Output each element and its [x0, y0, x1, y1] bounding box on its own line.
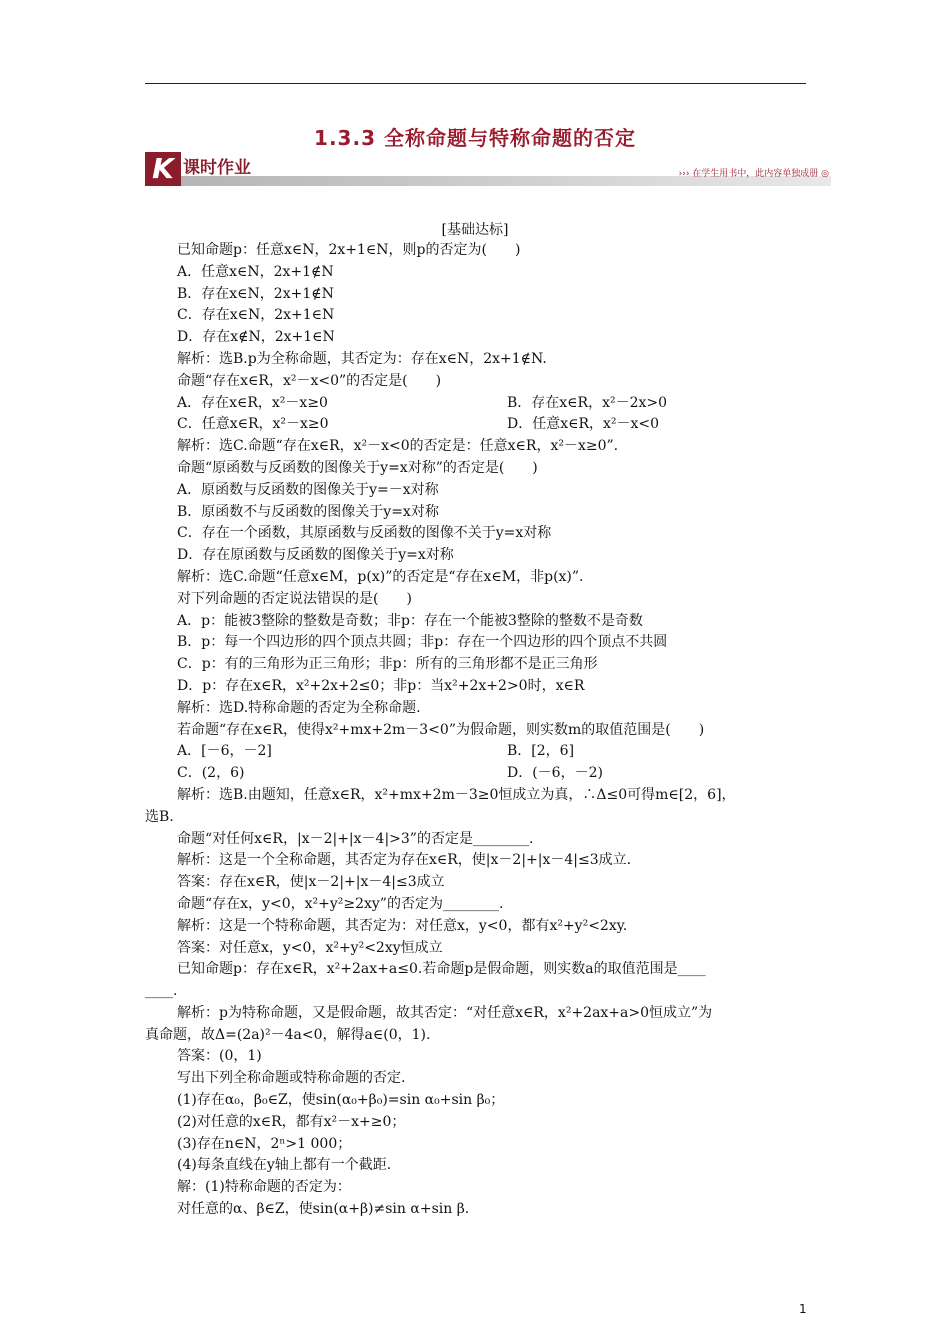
text-line: 命题“对任何x∈R，|x－2|+|x－4|>3”的否定是________. — [177, 830, 534, 847]
option: B．[2，6] — [507, 743, 575, 760]
text-line: 真命题，故Δ=(2a)²－4a<0，解得a∈(0，1). — [145, 1026, 431, 1043]
text-line: 命题“存在x∈R，x²－x<0”的否定是( ) — [177, 372, 442, 389]
text-line: 已知命题p：任意x∈N，2x+1∈N，则p的否定为( ) — [177, 242, 521, 258]
text-line: C．存在一个函数，其原函数与反函数的图像不关于y=x对称 — [177, 525, 552, 542]
text-line: 若命题“存在x∈R，使得x²+mx+2m－3<0”为假命题，则实数m的取值范围是( ) — [177, 721, 705, 738]
text-line: 解析：选B.由题知，任意x∈R，x²+mx+2m－3≥0恒成立为真，∴Δ≤0可得m∈[2，6]， — [177, 786, 736, 803]
text-line: 对下列命题的否定说法错误的是( ) — [177, 590, 412, 607]
option-row — [145, 393, 810, 415]
option-row — [145, 763, 810, 785]
text-line: A．任意x∈N，2x+1∉N — [177, 263, 334, 280]
option-row — [145, 414, 810, 436]
text-line: D．存在x∉N，2x+1∈N — [177, 329, 335, 346]
text-line: 解析：选D.特称命题的否定为全称命题. — [177, 699, 421, 716]
page-title: 1.3.3 全称命题与特称命题的否定 — [314, 126, 636, 150]
text-line: A．原函数与反函数的图像关于y=－x对称 — [177, 481, 439, 498]
text-line: (3)存在n∈N，2ⁿ>1 000； — [177, 1135, 352, 1152]
page-number: 1 — [799, 1302, 807, 1316]
text-line: 解析：这是一个特称命题，其否定为：对任意x，y<0，都有x²+y²<2xy. — [177, 917, 628, 934]
text-line: B．原函数不与反函数的图像关于y=x对称 — [177, 503, 439, 520]
text-line: ____. — [145, 983, 178, 1000]
text-line: (2)对任意的x∈R，都有x²－x+≥0； — [177, 1113, 406, 1130]
option: D．任意x∈R，x²－x<0 — [507, 416, 660, 433]
text-line: 解析：p为特称命题，又是假命题，故其否定：“对任意x∈R，x²+2ax+a>0恒成立”为 — [177, 1004, 713, 1021]
text-line: 命题“存在x，y<0，x²+y²≥2xy”的否定为________. — [177, 895, 504, 912]
option: C．(2，6) — [177, 765, 245, 782]
banner-note: ››› 在学生用书中，此内容单独成册 ◎ — [678, 169, 829, 179]
text-line: C．p：有的三角形为正三角形；非p：所有的三角形都不是正三角形 — [177, 656, 598, 673]
text-line: 答案：存在x∈R，使|x－2|+|x－4|≤3成立 — [177, 874, 445, 891]
text-line: 命题“原函数与反函数的图像关于y=x对称”的否定是( ) — [177, 459, 538, 476]
document-body — [145, 240, 810, 1221]
section-heading: [基础达标] — [441, 222, 509, 238]
homework-banner — [145, 152, 831, 186]
text-line: (4)每条直线在y轴上都有一个截距. — [177, 1157, 392, 1174]
text-line: 解析：选C.命题“存在x∈R，x²－x<0的否定是：任意x∈R，x²－x≥0”. — [177, 438, 619, 455]
text-line: 写出下列全称命题或特称命题的否定. — [177, 1070, 406, 1087]
text-line: 已知命题p：存在x∈R，x²+2ax+a≤0.若命题p是假命题，则实数a的取值范围是____ — [177, 961, 706, 978]
text-line: 解：(1)特称命题的否定为： — [177, 1179, 351, 1196]
option: A．存在x∈R，x²－x≥0 — [177, 394, 328, 411]
header-rule — [145, 83, 806, 84]
option-row — [145, 741, 810, 763]
text-line: 选B. — [145, 808, 174, 825]
text-line: 解析：选B.p为全称命题，其否定为：存在x∈N，2x+1∉N. — [177, 350, 547, 367]
text-line: 对任意的α、β∈Z，使sin(α+β)≠sin α+sin β. — [177, 1201, 470, 1218]
option: C．任意x∈R，x²－x≥0 — [177, 416, 329, 433]
text-line: D．存在原函数与反函数的图像关于y=x对称 — [177, 547, 454, 564]
option: B．存在x∈R，x²－2x>0 — [507, 394, 668, 411]
text-line: 答案：对任意x，y<0，x²+y²<2xy恒成立 — [177, 939, 443, 956]
banner-label: 课时作业 — [183, 158, 251, 178]
option: A．[－6，－2] — [177, 743, 272, 760]
text-line: (1)存在α₀，β₀∈Z，使sin(α₀+β₀)=sin α₀+sin β₀； — [177, 1092, 505, 1109]
text-line: 答案：(0，1) — [177, 1048, 262, 1065]
text-line: A．p：能被3整除的整数是奇数；非p：存在一个能被3整除的整数不是奇数 — [177, 612, 643, 629]
text-line: D．p：存在x∈R，x²+2x+2≤0；非p：当x²+2x+2>0时，x∈R — [177, 677, 585, 694]
text-line: C．存在x∈N，2x+1∈N — [177, 307, 335, 324]
banner-logo: K — [145, 152, 181, 186]
text-line: B．p：每一个四边形的四个顶点共圆；非p：存在一个四边形的四个顶点不共圆 — [177, 634, 668, 651]
text-line: 解析：选C.命题“任意x∈M，p(x)”的否定是“存在x∈M，非p(x)”. — [177, 568, 584, 585]
text-line: B．存在x∈N，2x+1∉N — [177, 285, 334, 302]
text-line: 解析：这是一个全称命题，其否定为存在x∈R，使|x－2|+|x－4|≤3成立. — [177, 852, 632, 869]
option: D．(－6，－2) — [507, 765, 603, 782]
